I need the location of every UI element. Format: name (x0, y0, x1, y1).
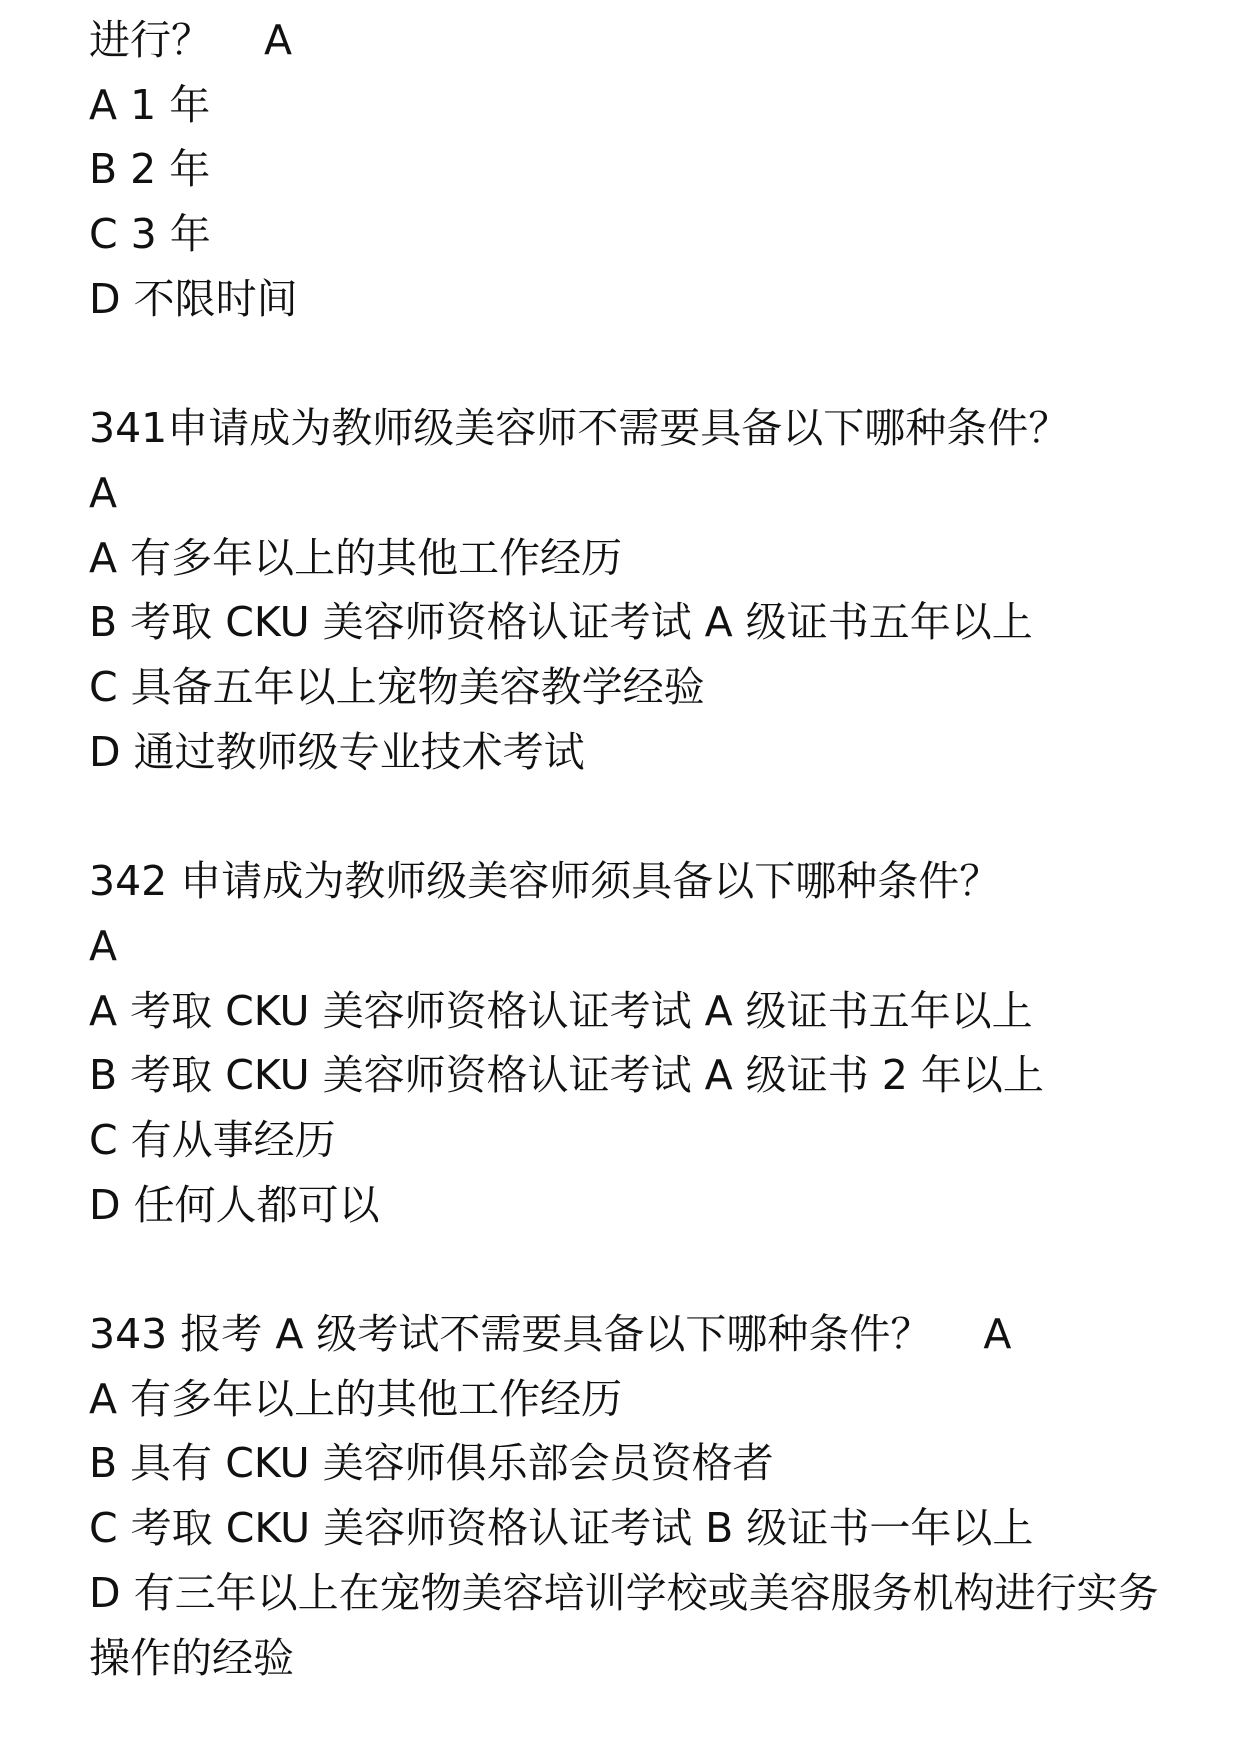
option-c: C 考取 CKU 美容师资格认证考试 B 级证书一年以上 (89, 1504, 1034, 1553)
option-c: C 有从事经历 (89, 1115, 336, 1164)
answer-key: A (89, 468, 118, 517)
question-341 (89, 396, 1199, 784)
question-stem: 342 申请成为教师级美容师须具备以下哪种条件？ (89, 857, 1001, 906)
spacer (89, 332, 1199, 397)
option-b: B 考取 CKU 美容师资格认证考试 A 级证书五年以上 (89, 598, 1033, 647)
option-d: D 任何人都可以 (89, 1180, 380, 1229)
question-343 (89, 1302, 1199, 1690)
answer-key: A (264, 16, 293, 64)
option-a: A 1 年 (89, 80, 211, 129)
question-340-continuation (89, 8, 1199, 332)
question-stem: 341申请成为教师级美容师不需要具备以下哪种条件？ (89, 404, 1070, 453)
option-b: B 具有 CKU 美容师俱乐部会员资格者 (89, 1439, 774, 1488)
option-c: C 3 年 (89, 210, 211, 259)
question-stem: 343 报考 A 级考试不需要具备以下哪种条件？ (89, 1310, 932, 1359)
spacer (89, 784, 1199, 849)
spacer (89, 1237, 1199, 1302)
answer-key: A (983, 1310, 1012, 1359)
question-stem-tail: 进行？ (89, 16, 212, 64)
option-b: B 2 年 (89, 145, 211, 194)
option-a: A 有多年以上的其他工作经历 (89, 1374, 623, 1423)
option-d: D 通过教师级专业技术考试 (89, 727, 585, 776)
option-b: B 考取 CKU 美容师资格认证考试 A 级证书 2 年以上 (89, 1051, 1044, 1100)
answer-key: A (89, 921, 118, 970)
option-c: C 具备五年以上宠物美容教学经验 (89, 663, 705, 712)
question-342 (89, 849, 1199, 1237)
option-d: D 有三年以上在宠物美容培训学校或美容服务机构进行实务操作的经验 (89, 1568, 1159, 1682)
option-a: A 有多年以上的其他工作经历 (89, 533, 623, 582)
document-page (89, 8, 1199, 1690)
option-a: A 考取 CKU 美容师资格认证考试 A 级证书五年以上 (89, 986, 1033, 1035)
option-d: D 不限时间 (89, 274, 298, 323)
